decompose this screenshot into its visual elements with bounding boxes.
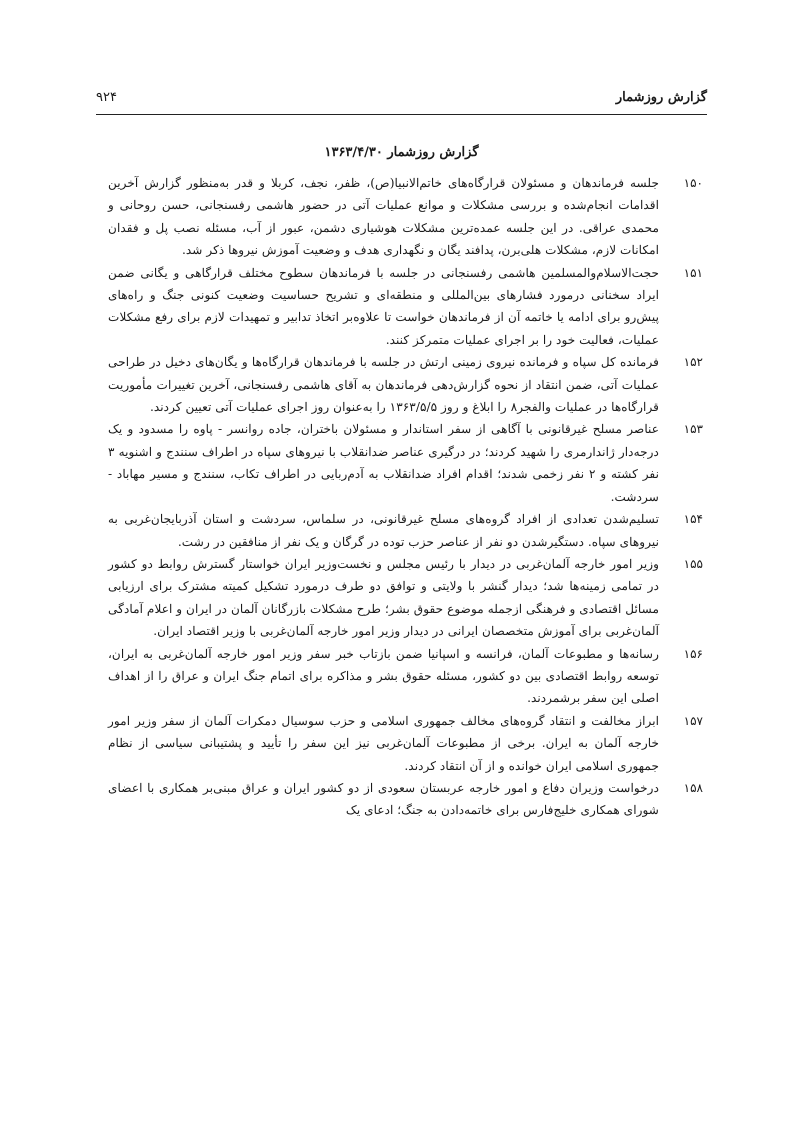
header-divider: [96, 114, 707, 115]
entry-156: [108, 643, 703, 710]
entry-text: ابراز مخالفت و انتقاد گروه‌های مخالف جمهوری اسلامی و حزب سوسیال دمکرات آلمان از سفر وزیر امور خارجه آلمان به ایران. برخی از مطبوعات آلمان‌غربی نیز این سفر را تأیید و پشتیبانی سیاسی از نظام جمهوری اسلامی ایران خوانده و از آن انتقاد کردند.: [108, 713, 659, 773]
entry-text: جلسه فرماندهان و مسئولان قرارگاه‌های خاتم‌الانبیا(ص)، ظفر، نجف، کربلا و قدر به‌منظور گزارش آخرین اقدامات انجام‌شده و بررسی مشکلات و موانع عملیات آتی در حضور هاشمی رفسنجانی، حسن روحانی و محمدی عراقی. در این جلسه عمده‌ترین مشکلات هوشیاری دشمن، عبور از آب، مسئله نصب پل و فقدان امکانات لازم، مشکلات هلی‌برن، پدافند یگان و نگهداری هدف و وضعیت آموزش نیروها ذکر شد.: [108, 176, 659, 258]
running-title: گزارش روزشمار: [615, 90, 707, 105]
entry-150: [108, 172, 703, 262]
entry-text: حجت‌الاسلام‌والمسلمین هاشمی رفسنجانی در جلسه با فرماندهان سطوح مختلف قرارگاهی و یگانی ضمن ایراد سخنانی درمورد فشارهای بین‌المللی و منطقه‌ای و تشریح حساسیت وضعیت کنونی جنگ و راه‌های پیش‌رو برای ادامه یا خاتمه آن از فرماندهان خواست تا علاوه‌بر اتخاذ تدابیر و تمهیدات لازم برای رفع مشکلات عملیات، فعالیت خود را بر اجرای عملیات متمرکز کنند.: [108, 265, 659, 347]
entry-157: [108, 710, 703, 777]
entry-number: ۱۵۱: [683, 265, 703, 280]
entry-152: [108, 351, 703, 418]
entry-text: وزیر امور خارجه آلمان‌غربی در دیدار با رئیس مجلس و نخست‌وزیر ایران خواستار گسترش روابط دو کشور در تمامی زمینه‌ها شد؛ دیدار گنشر با ولایتی و توافق دو طرف درمورد تشکیل کمیته مشترک برای ارزیابی مسائل اقتصادی و فرهنگی ازجمله موضوع حقوق بشر؛ طرح مشکلات بازرگانان آلمان در ایران و اعلام آمادگی آلمان‌غربی برای آموزش متخصصان ایرانی در دیدار وزیر امور خارجه آلمان‌غربی با وزیر اقتصاد ایران.: [108, 556, 659, 639]
report-title: گزارش روزشمار ۱۳۶۳/۴/۳۰: [324, 145, 479, 160]
entry-number: ۱۵۶: [683, 646, 703, 661]
entry-text: تسلیم‌شدن تعدادی از افراد گروه‌های مسلح غیرقانونی، در سلماس، سردشت و استان آذربایجان‌غربی به نیروهای سپاه. دستگیرشدن دو نفر از عناصر حزب توده در گرگان و یک نفر از منافقین در رشت.: [108, 512, 659, 549]
entry-number: ۱۵۳: [683, 422, 703, 437]
entry-number: ۱۵۰: [683, 176, 703, 190]
page-number: ۹۲۴: [96, 90, 117, 105]
entry-number: ۱۵۴: [683, 512, 703, 527]
entry-text: فرمانده کل سپاه و فرمانده نیروی زمینی ارتش در جلسه با فرماندهان قرارگاه‌ها و یگان‌های دخیل در طراحی عملیات آتی، ضمن انتقاد از نحوه گزارش‌دهی فرماندهان به آقای هاشمی رفسنجانی، آخرین تغییرات مأموریت قرارگاه‌ها در عملیات والفجر۸ را ابلاغ و روز ۱۳۶۳/۵/۵ را به‌عنوان روز اجرای عملیات آتی تعیین کردند.: [108, 355, 659, 415]
entry-number: ۱۵۷: [683, 713, 703, 728]
entry-number: ۱۵۵: [683, 556, 703, 571]
entry-155: [108, 553, 703, 643]
entry-154: [108, 508, 703, 553]
entry-number: ۱۵۸: [683, 780, 703, 795]
entry-text: درخواست وزیران دفاع و امور خارجه عربستان سعودی از دو کشور ایران و عراق مبنی‌بر همکاری با اعضای شورای همکاری خلیج‌فارس برای خاتمه‌دادن به جنگ؛ ادعای یک: [108, 780, 659, 818]
entry-number: ۱۵۲: [683, 355, 703, 370]
entry-151: [108, 262, 703, 352]
entry-158: [108, 777, 703, 822]
running-header: [96, 88, 707, 110]
entry-text: عناصر مسلح غیرقانونی با آگاهی از سفر استاندار و مسئولان باختران، جاده روانسر - پاوه را مسدود و یک درجه‌دار ژاندارمری را شهید کردند؛ در درگیری عناصر ضدانقلاب با نیروهای سپاه در اطراف سنندج و اشنویه ۳ نفر کشته و ۲ نفر زخمی شدند؛ اقدام افراد ضدانقلاب به آدم‌ربایی در اطراف تکاب، سنندج و مسیر مهاباد - سردشت.: [108, 422, 659, 504]
entry-153: [108, 418, 703, 508]
entry-text: رسانه‌ها و مطبوعات آلمان، فرانسه و اسپانیا ضمن بازتاب خبر سفر وزیر امور خارجه آلمان‌غربی به ایران، توسعه روابط اقتصادی بین دو کشور، مسئله حقوق بشر و مذاکره برای اتمام جنگ ایران و عراق را از اهداف اصلی این سفر برشمردند.: [108, 646, 659, 706]
entry-list: [108, 172, 703, 822]
